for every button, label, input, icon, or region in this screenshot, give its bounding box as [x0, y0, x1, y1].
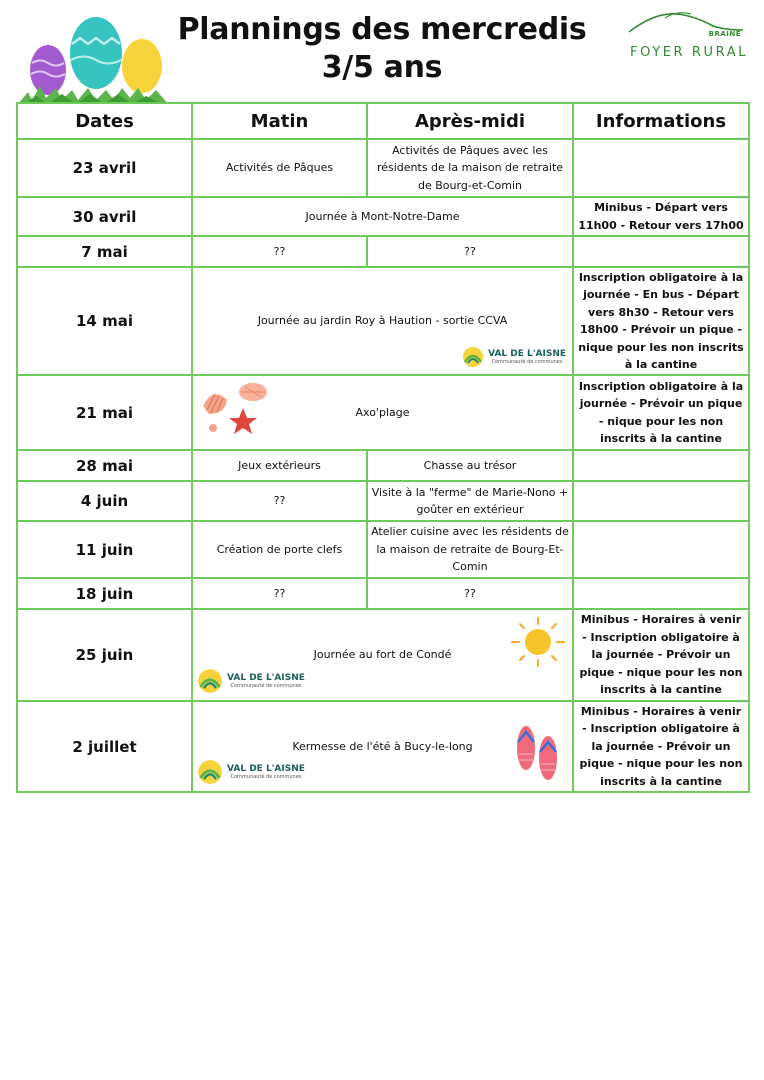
logo-brand-text: FOYER RURAL	[630, 45, 749, 60]
table-row	[17, 578, 749, 609]
row-journee-cell	[192, 609, 573, 701]
header-dates: Dates	[17, 103, 192, 139]
row-journee: Journée au fort de Condé	[313, 648, 452, 662]
table-row	[17, 375, 749, 450]
table-row	[17, 701, 749, 792]
row-journee: Journée au jardin Roy à Haution - sortie CCVA	[257, 314, 508, 328]
row-matin: ??	[192, 481, 367, 521]
row-date: 25 juin	[17, 609, 192, 701]
row-info	[573, 481, 749, 521]
row-date: 2 juillet	[17, 701, 192, 792]
val-de-laisne-emblem-icon	[462, 346, 484, 368]
row-info	[573, 236, 749, 267]
row-apres-midi: ??	[367, 578, 573, 609]
val-logo-sub: Communauté de communes	[230, 682, 302, 689]
row-apres-midi: Activités de Pâques avec les résidents de la maison de retraite de Bourg-et-Comin	[367, 139, 573, 197]
val-de-laisne-emblem-icon	[197, 759, 223, 785]
row-journee-cell	[192, 375, 573, 450]
row-info	[573, 521, 749, 578]
row-matin: ??	[192, 578, 367, 609]
row-date: 4 juin	[17, 481, 192, 521]
row-matin: Activités de Pâques	[192, 139, 367, 197]
table-row	[17, 481, 749, 521]
header-apres-midi: Après-midi	[367, 103, 573, 139]
row-date: 11 juin	[17, 521, 192, 578]
val-de-laisne-logo	[197, 759, 305, 785]
row-journee-cell	[192, 267, 573, 375]
val-logo-sub: Communauté de communes	[230, 773, 302, 780]
page-title: Plannings des mercredis	[177, 12, 587, 47]
row-date: 30 avril	[17, 197, 192, 236]
row-info: Minibus - Horaires à venir - Inscription obligatoire à la journée - Prévoir un pique - nique pour les non inscrits à la cantine	[573, 701, 749, 792]
row-matin: Jeux extérieurs	[192, 450, 367, 481]
row-apres-midi: Atelier cuisine avec les résidents de la maison de retraite de Bourg-Et-Comin	[367, 521, 573, 578]
table-row	[17, 521, 749, 578]
seashell-starfish-illustration	[195, 380, 275, 440]
schedule-table	[16, 102, 750, 793]
val-de-laisne-logo	[197, 668, 305, 694]
flip-flops-icon	[512, 720, 562, 788]
row-journee: Kermesse de l'été à Bucy-le-long	[292, 739, 473, 753]
row-apres-midi: Chasse au trésor	[367, 450, 573, 481]
row-info: Inscription obligatoire à la journée - En bus - Départ vers 8h30 - Retour vers 18h00 - Prévoir un pique - nique pour les non inscrits à la cantine	[573, 267, 749, 375]
row-date: 28 mai	[17, 450, 192, 481]
foyer-rural-logo	[625, 8, 755, 68]
val-de-laisne-emblem-icon	[197, 668, 223, 694]
row-date: 7 mai	[17, 236, 192, 267]
row-apres-midi: ??	[367, 236, 573, 267]
logo-small-text: BRAINE	[708, 30, 741, 38]
table-row	[17, 450, 749, 481]
page-subtitle: 3/5 ans	[321, 50, 443, 85]
header-informations: Informations	[573, 103, 749, 139]
table-row	[17, 139, 749, 197]
sun-icon	[508, 614, 568, 670]
row-journee: Axo'plage	[355, 405, 410, 419]
table-row	[17, 609, 749, 701]
row-info	[573, 450, 749, 481]
row-info	[573, 139, 749, 197]
row-apres-midi: Visite à la "ferme" de Marie-Nono + goûter en extérieur	[367, 481, 573, 521]
row-date: 23 avril	[17, 139, 192, 197]
header-matin: Matin	[192, 103, 367, 139]
row-info: Minibus - Départ vers 11h00 - Retour vers 17h00	[573, 197, 749, 236]
val-de-laisne-logo	[462, 346, 566, 368]
row-matin: Création de porte clefs	[192, 521, 367, 578]
row-date: 18 juin	[17, 578, 192, 609]
val-logo-name: VAL DE L'AISNE	[227, 672, 305, 683]
val-logo-sub: Communauté de communes	[491, 358, 563, 365]
table-header-row	[17, 103, 749, 139]
val-logo-name: VAL DE L'AISNE	[488, 348, 566, 359]
row-info	[573, 578, 749, 609]
row-date: 14 mai	[17, 267, 192, 375]
val-logo-name: VAL DE L'AISNE	[227, 763, 305, 774]
row-matin: ??	[192, 236, 367, 267]
row-journee: Journée à Mont-Notre-Dame	[192, 197, 573, 236]
row-info: Inscription obligatoire à la journée - Prévoir un pique - nique pour les non inscrits à la cantine	[573, 375, 749, 450]
table-row	[17, 267, 749, 375]
row-date: 21 mai	[17, 375, 192, 450]
table-row	[17, 236, 749, 267]
row-info: Minibus - Horaires à venir - Inscription obligatoire à la journée - Prévoir un pique - nique pour les non inscrits à la cantine	[573, 609, 749, 701]
table-row	[17, 197, 749, 236]
row-journee-cell	[192, 701, 573, 792]
